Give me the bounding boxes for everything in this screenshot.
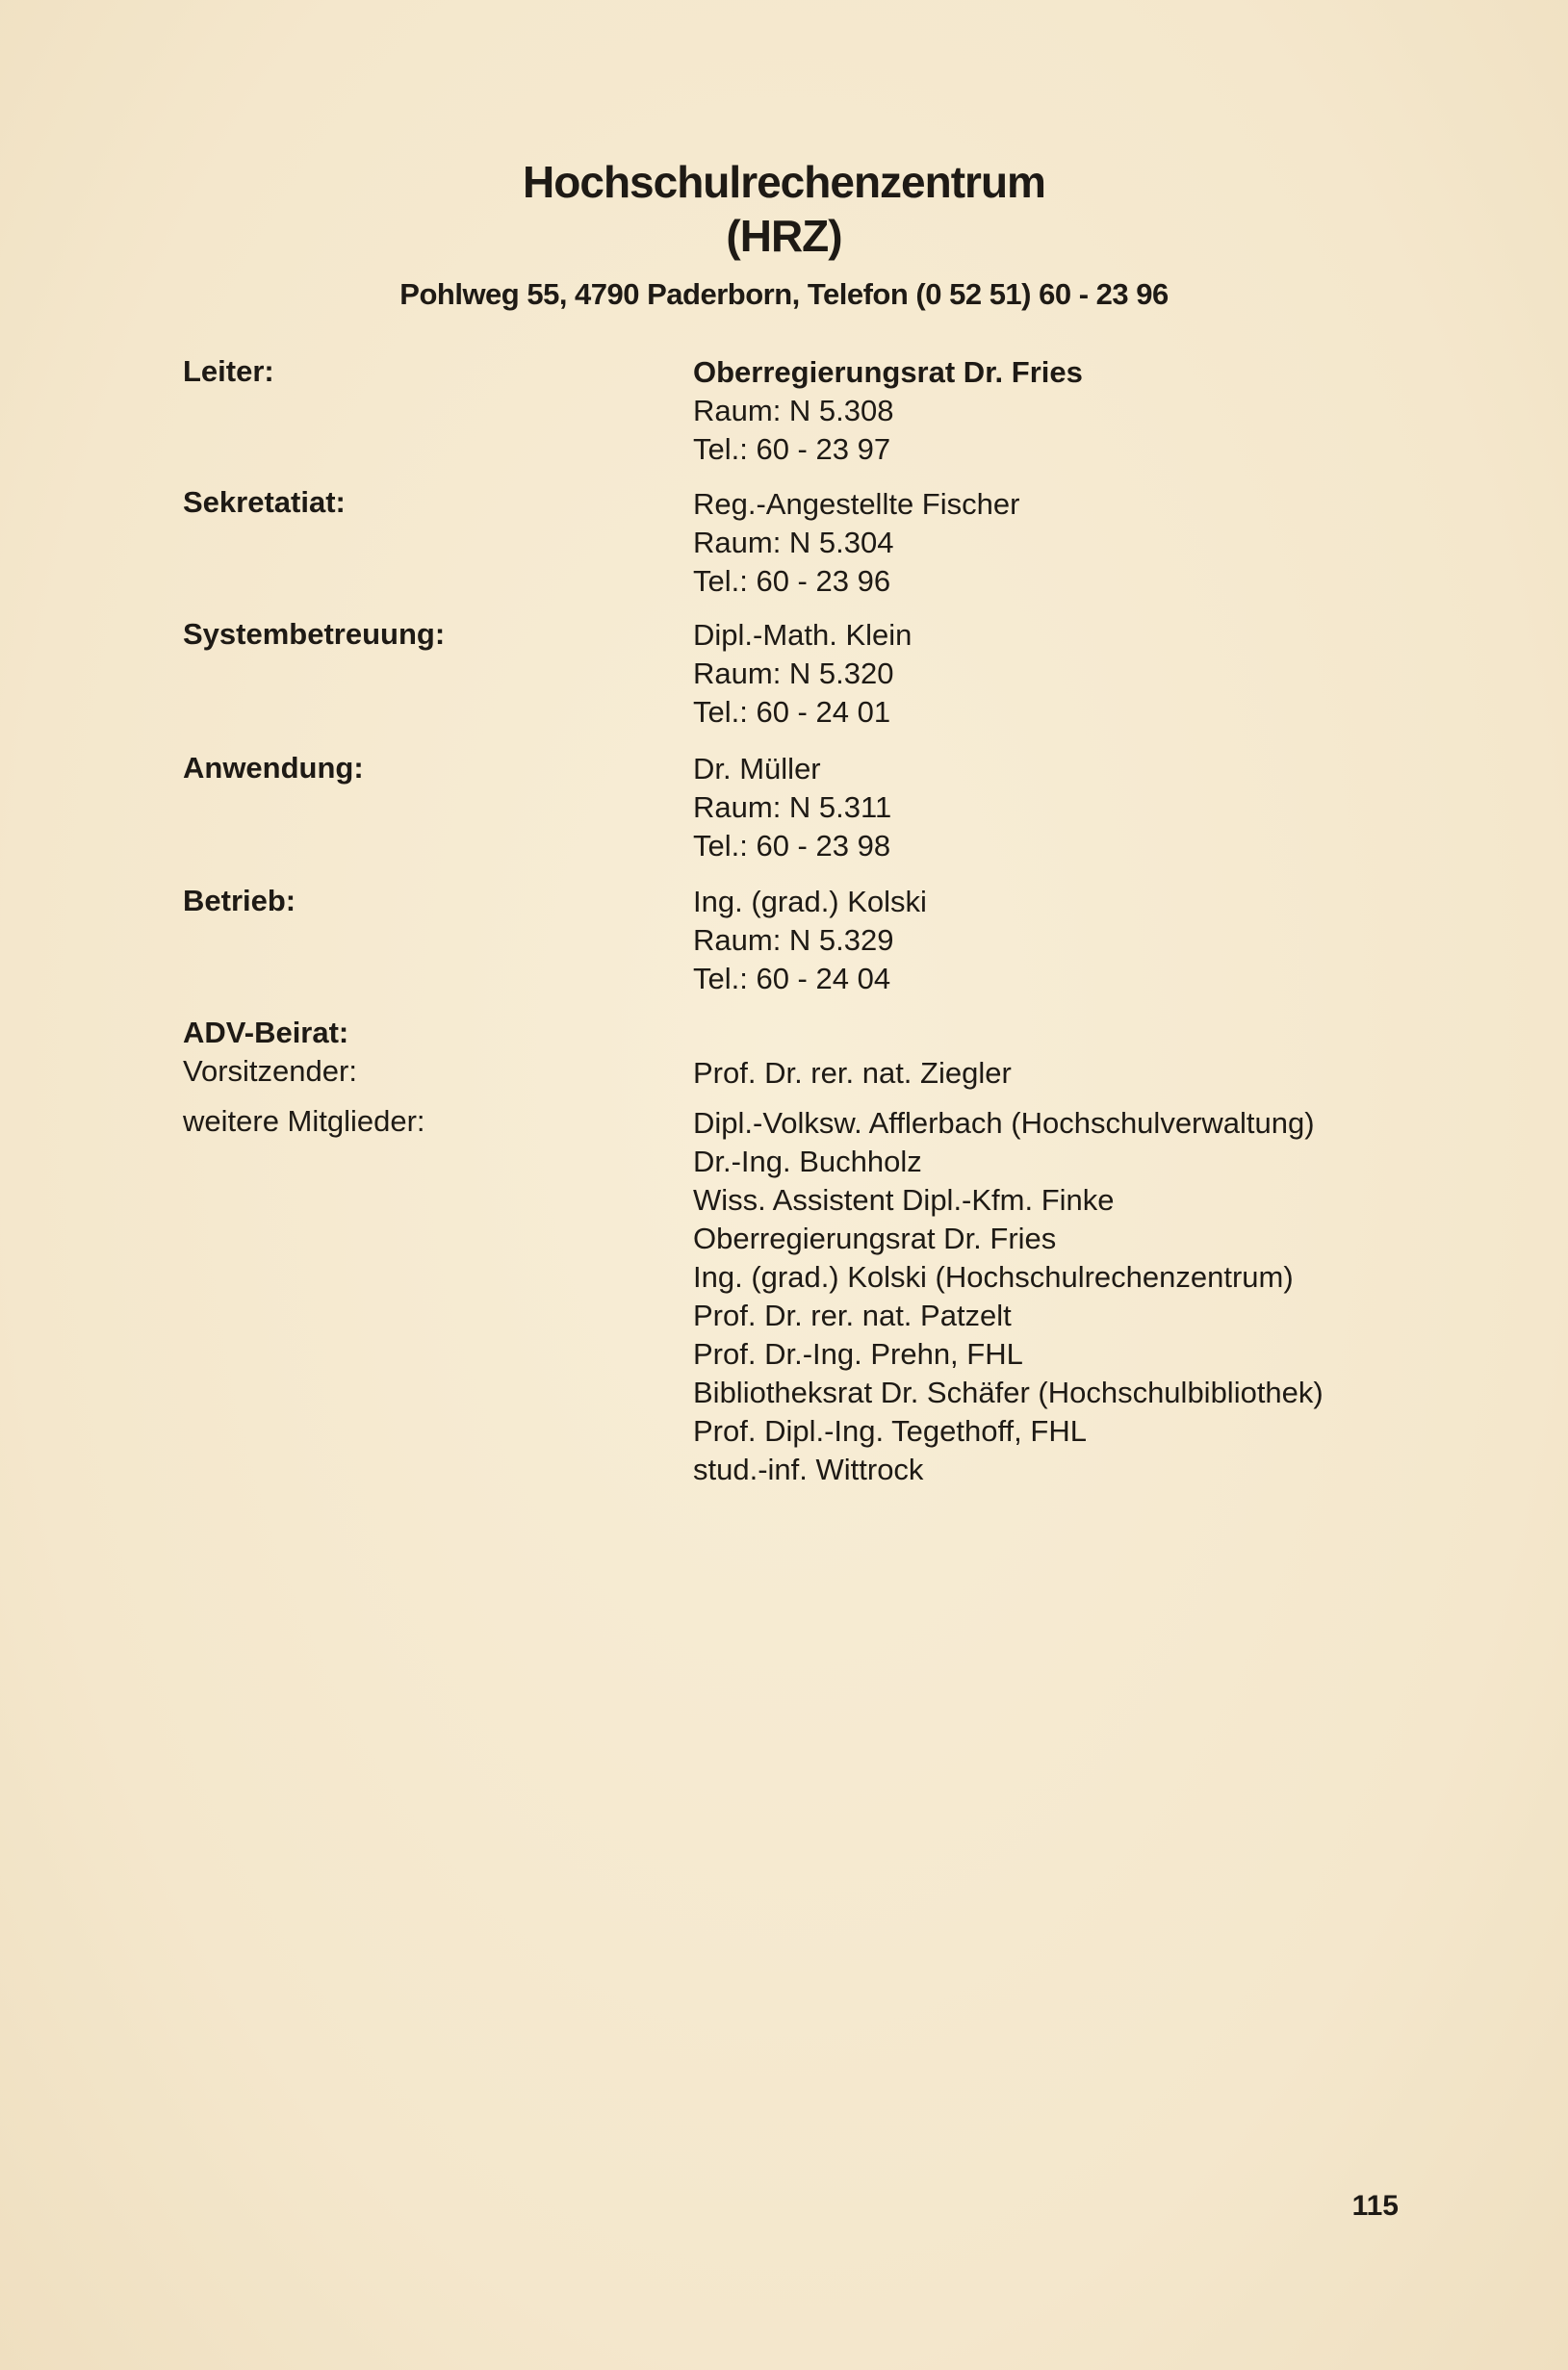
- betrieb-entry: [693, 883, 927, 998]
- anwendung-name: Dr. Müller: [693, 752, 821, 786]
- list-item: Prof. Dipl.-Ing. Tegethoff, FHL: [693, 1414, 1087, 1448]
- systembetreuung-room: Raum: N 5.320: [693, 657, 894, 690]
- anwendung-tel: Tel.: 60 - 23 98: [693, 829, 891, 863]
- list-item: Prof. Dr.-Ing. Prehn, FHL: [693, 1337, 1023, 1371]
- sekretariat-name: Reg.-Angestellte Fischer: [693, 487, 1020, 521]
- list-item: Bibliotheksrat Dr. Schäfer (Hochschulbibliothek): [693, 1376, 1324, 1409]
- systembetreuung-name: Dipl.-Math. Klein: [693, 618, 913, 652]
- page-number: 115: [1351, 2190, 1399, 2222]
- adv-beirat-heading: ADV-Beirat:: [183, 1016, 349, 1049]
- sekretariat-entry: [693, 485, 1019, 601]
- list-item: stud.-inf. Wittrock: [693, 1453, 924, 1486]
- chair-label: Vorsitzender:: [183, 1054, 357, 1088]
- betrieb-label: Betrieb:: [183, 884, 296, 917]
- list-item: Wiss. Assistent Dipl.-Kfm. Finke: [693, 1183, 1115, 1217]
- systembetreuung-tel: Tel.: 60 - 24 01: [693, 695, 891, 729]
- betrieb-tel: Tel.: 60 - 24 04: [693, 962, 891, 995]
- systembetreuung-label: Systembetreuung:: [183, 617, 446, 651]
- members-label: weitere Mitglieder:: [183, 1104, 425, 1138]
- list-item: Prof. Dr. rer. nat. Patzelt: [693, 1299, 1012, 1332]
- anwendung-entry: [693, 750, 891, 865]
- page-title: Hochschulrechenzentrum: [523, 157, 1045, 207]
- list-item: Oberregierungsrat Dr. Fries: [693, 1222, 1057, 1255]
- systembetreuung-entry: [693, 616, 912, 732]
- members-list: [693, 1104, 1324, 1489]
- chair-name: Prof. Dr. rer. nat. Ziegler: [693, 1056, 1012, 1090]
- leiter-room: Raum: N 5.308: [693, 394, 894, 427]
- anwendung-label: Anwendung:: [183, 751, 364, 785]
- sekretariat-room: Raum: N 5.304: [693, 526, 894, 559]
- betrieb-room: Raum: N 5.329: [693, 923, 894, 957]
- betrieb-name: Ing. (grad.) Kolski: [693, 885, 927, 918]
- list-item: Dr.-Ing. Buchholz: [693, 1145, 922, 1178]
- leiter-tel: Tel.: 60 - 23 97: [693, 432, 891, 466]
- leiter-entry: [693, 353, 1083, 469]
- leiter-label: Leiter:: [183, 354, 274, 388]
- page-title-abbreviation: (HRZ): [726, 211, 842, 261]
- list-item: Dipl.-Volksw. Afflerbach (Hochschulverwaltung): [693, 1106, 1315, 1140]
- chair-entry: [693, 1054, 1012, 1093]
- leiter-name: Oberregierungsrat Dr. Fries: [693, 355, 1083, 389]
- list-item: Ing. (grad.) Kolski (Hochschulrechenzentrum): [693, 1260, 1294, 1294]
- sekretariat-label: Sekretatiat:: [183, 485, 346, 519]
- sekretariat-tel: Tel.: 60 - 23 96: [693, 564, 891, 598]
- anwendung-room: Raum: N 5.311: [693, 790, 892, 824]
- address-line: Pohlweg 55, 4790 Paderborn, Telefon (0 52 51) 60 - 23 96: [399, 277, 1169, 311]
